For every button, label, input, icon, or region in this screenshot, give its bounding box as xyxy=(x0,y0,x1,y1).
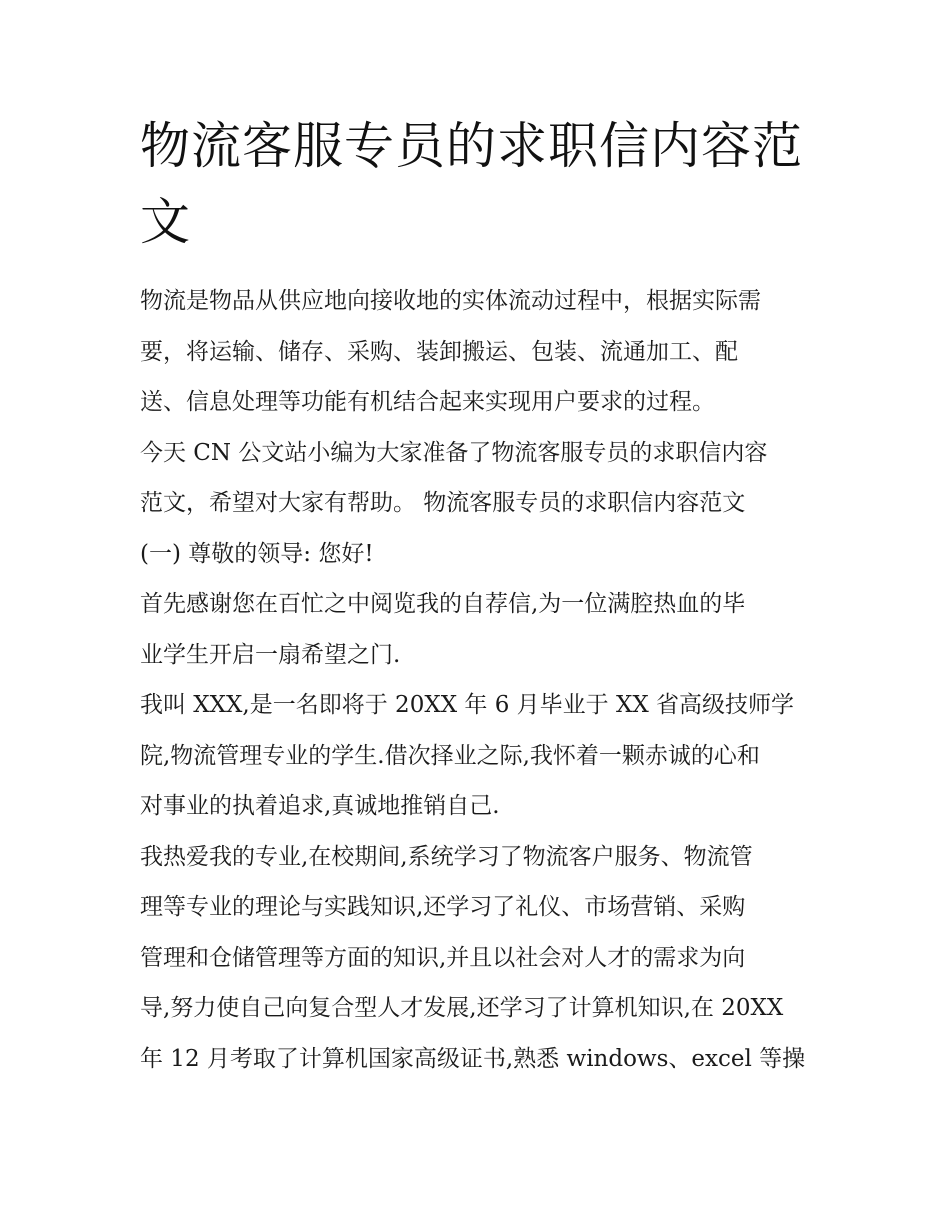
text-line: 物流是物品从供应地向接收地的实体流动过程中，根据实际需 xyxy=(140,288,761,314)
title-line: 物流客服专员的求职信内容范 xyxy=(140,117,803,175)
text-line: 我叫 XXX,是一名即将于 20XX 年 6 月毕业于 XX 省高级技师学 xyxy=(140,692,795,718)
paragraph-thanks xyxy=(140,579,820,680)
text-line: 导,努力使自己向复合型人才发展,还学习了计算机知识,在 20XX xyxy=(140,995,784,1021)
document-title xyxy=(140,108,820,260)
text-line: 今天 CN 公文站小编为大家准备了物流客服专员的求职信内容 xyxy=(140,439,768,466)
text-line: 院,物流管理专业的学生.借次择业之际,我怀着一颗赤诚的心和 xyxy=(140,742,760,769)
paragraph-study xyxy=(140,832,820,1085)
paragraph-preface xyxy=(140,428,820,580)
paragraph-introduction xyxy=(140,680,820,832)
paragraph-intro xyxy=(140,276,820,428)
title-line: 文 xyxy=(140,193,191,251)
text-line: 管理和仓储管理等方面的知识,并且以社会对人才的需求为向 xyxy=(140,944,746,971)
text-line: 送、信息处理等功能有机结合起来实现用户要求的过程。 xyxy=(140,389,715,415)
text-line: 要，将运输、储存、采购、装卸搬运、包装、流通加工、配 xyxy=(140,338,738,365)
text-line: 年 12 月考取了计算机国家高级证书,熟悉 windows、excel 等操 xyxy=(140,1045,806,1072)
text-line: 对事业的执着追求,真诚地推销自己. xyxy=(140,793,500,819)
text-line: 业学生开启一扇希望之门. xyxy=(140,641,401,668)
text-line: 首先感谢您在百忙之中阅览我的自荐信,为一位满腔热血的毕 xyxy=(140,591,746,617)
text-line: 我热爱我的专业,在校期间,系统学习了物流客户服务、物流管 xyxy=(140,843,753,870)
document-body xyxy=(140,276,820,1084)
text-line: 范文，希望对大家有帮助。 物流客服专员的求职信内容范文 xyxy=(140,490,746,516)
text-line: (一) 尊敬的领导: 您好! xyxy=(140,540,374,567)
text-line: 理等专业的理论与实践知识,还学习了礼仪、市场营销、采购 xyxy=(140,894,746,920)
